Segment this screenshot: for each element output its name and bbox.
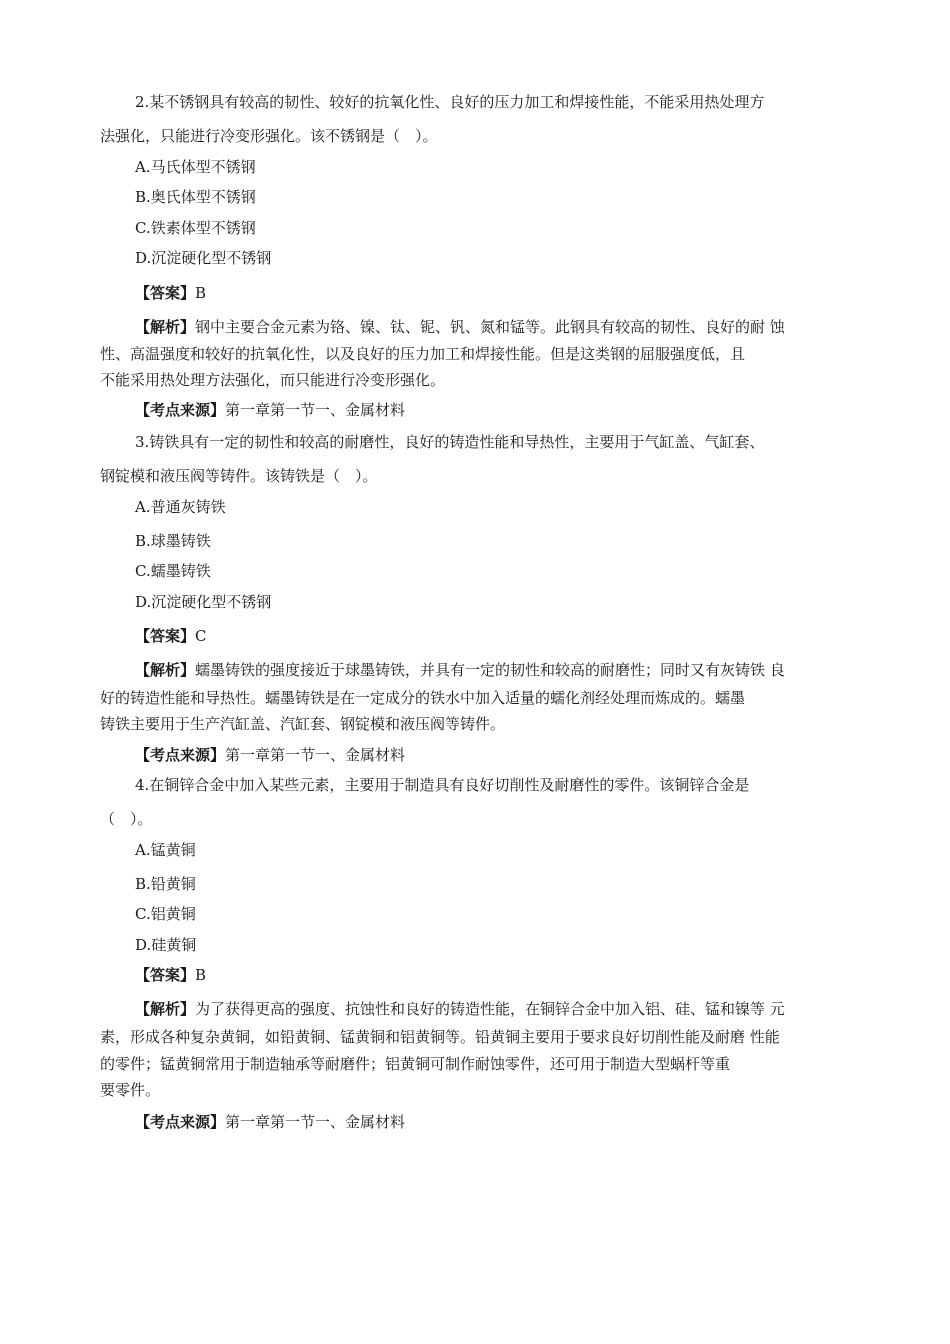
question-stem: 钢锭模和液压阀等铸件。该铸铁是（ ）。	[100, 467, 378, 485]
source-line	[135, 400, 405, 420]
analysis-tag: 【解析】	[135, 318, 196, 336]
analysis-line	[135, 999, 785, 1019]
answer-value: B	[195, 284, 207, 302]
question-stem: 4.在铜锌合金中加入某些元素，主要用于制造具有良好切削性及耐磨性的零件。该铜锌合金是	[135, 776, 750, 794]
analysis-text: 好的铸造性能和导热性。蠕墨铸铁是在一定成分的铁水中加入适量的蠕化剂经处理而炼成的。蠕墨	[100, 689, 746, 707]
analysis-text: 蠕墨铸铁的强度接近于球墨铸铁，并具有一定的韧性和较高的耐磨性；同时又有灰铸铁 良	[195, 661, 785, 679]
option-a: A.普通灰铸铁	[135, 498, 226, 516]
analysis-text: 铸铁主要用于生产汽缸盖、汽缸套、钢锭模和液压阀等铸件。	[100, 715, 506, 733]
option-d: D.硅黄铜	[135, 936, 197, 954]
option-d: D.沉淀硬化型不锈钢	[135, 249, 272, 267]
source-tag: 【考点来源】	[135, 1113, 226, 1131]
analysis-line	[135, 660, 785, 680]
option-c: C.铁素体型不锈钢	[135, 219, 256, 237]
answer-line	[135, 965, 206, 985]
analysis-text: 要零件。	[100, 1081, 161, 1099]
source-line	[135, 1112, 405, 1132]
question-stem: 2.某不锈钢具有较高的韧性、较好的抗氧化性、良好的压力加工和焊接性能，不能采用热处理方	[135, 93, 765, 111]
option-a: A.马氏体型不锈钢	[135, 158, 256, 176]
question-stem: 法强化，只能进行冷变形强化。该不锈钢是（ ）。	[100, 127, 438, 145]
answer-line	[135, 626, 207, 646]
analysis-text: 素，形成各种复杂黄铜，如铅黄铜、锰黄铜和铝黄铜等。铅黄铜主要用于要求良好切削性能及耐磨 性能	[100, 1028, 780, 1046]
option-b: B.奥氏体型不锈钢	[135, 188, 256, 206]
analysis-text: 不能采用热处理方法强化，而只能进行冷变形强化。	[100, 371, 446, 389]
option-d: D.沉淀硬化型不锈钢	[135, 593, 272, 611]
analysis-tag: 【解析】	[135, 661, 196, 679]
answer-tag: 【答案】	[135, 627, 196, 645]
answer-value: C	[195, 627, 207, 645]
option-c: C.铝黄铜	[135, 905, 196, 923]
question-stem: （ ）。	[100, 810, 153, 828]
analysis-tag: 【解析】	[135, 1000, 196, 1018]
source-text: 第一章第一节一、金属材料	[225, 746, 406, 764]
question-stem: 3.铸铁具有一定的韧性和较高的耐磨性，良好的铸造性能和导热性，主要用于气缸盖、气缸套、	[135, 433, 765, 451]
analysis-line	[135, 317, 785, 337]
source-line	[135, 745, 405, 765]
source-tag: 【考点来源】	[135, 746, 226, 764]
option-b: B.球墨铸铁	[135, 532, 211, 550]
option-b: B.铅黄铜	[135, 875, 196, 893]
source-text: 第一章第一节一、金属材料	[225, 401, 406, 419]
answer-tag: 【答案】	[135, 284, 196, 302]
analysis-text: 性、高温强度和较好的抗氧化性，以及良好的压力加工和焊接性能。但是这类钢的屈服强度低，且	[100, 345, 746, 363]
answer-tag: 【答案】	[135, 966, 196, 984]
analysis-text: 钢中主要合金元素为铬、镍、钛、铌、钒、氮和锰等。此钢具有较高的韧性、良好的耐 蚀	[195, 318, 785, 336]
answer-value: B	[195, 966, 207, 984]
option-a: A.锰黄铜	[135, 841, 196, 859]
option-c: C.蠕墨铸铁	[135, 562, 211, 580]
answer-line	[135, 283, 206, 303]
analysis-text: 为了获得更高的强度、抗蚀性和良好的铸造性能，在铜锌合金中加入铝、硅、锰和镍等 元	[195, 1000, 785, 1018]
source-text: 第一章第一节一、金属材料	[225, 1113, 406, 1131]
source-tag: 【考点来源】	[135, 401, 226, 419]
analysis-text: 的零件；锰黄铜常用于制造轴承等耐磨件；铝黄铜可制作耐蚀零件，还可用于制造大型蜗杆等重	[100, 1055, 731, 1073]
